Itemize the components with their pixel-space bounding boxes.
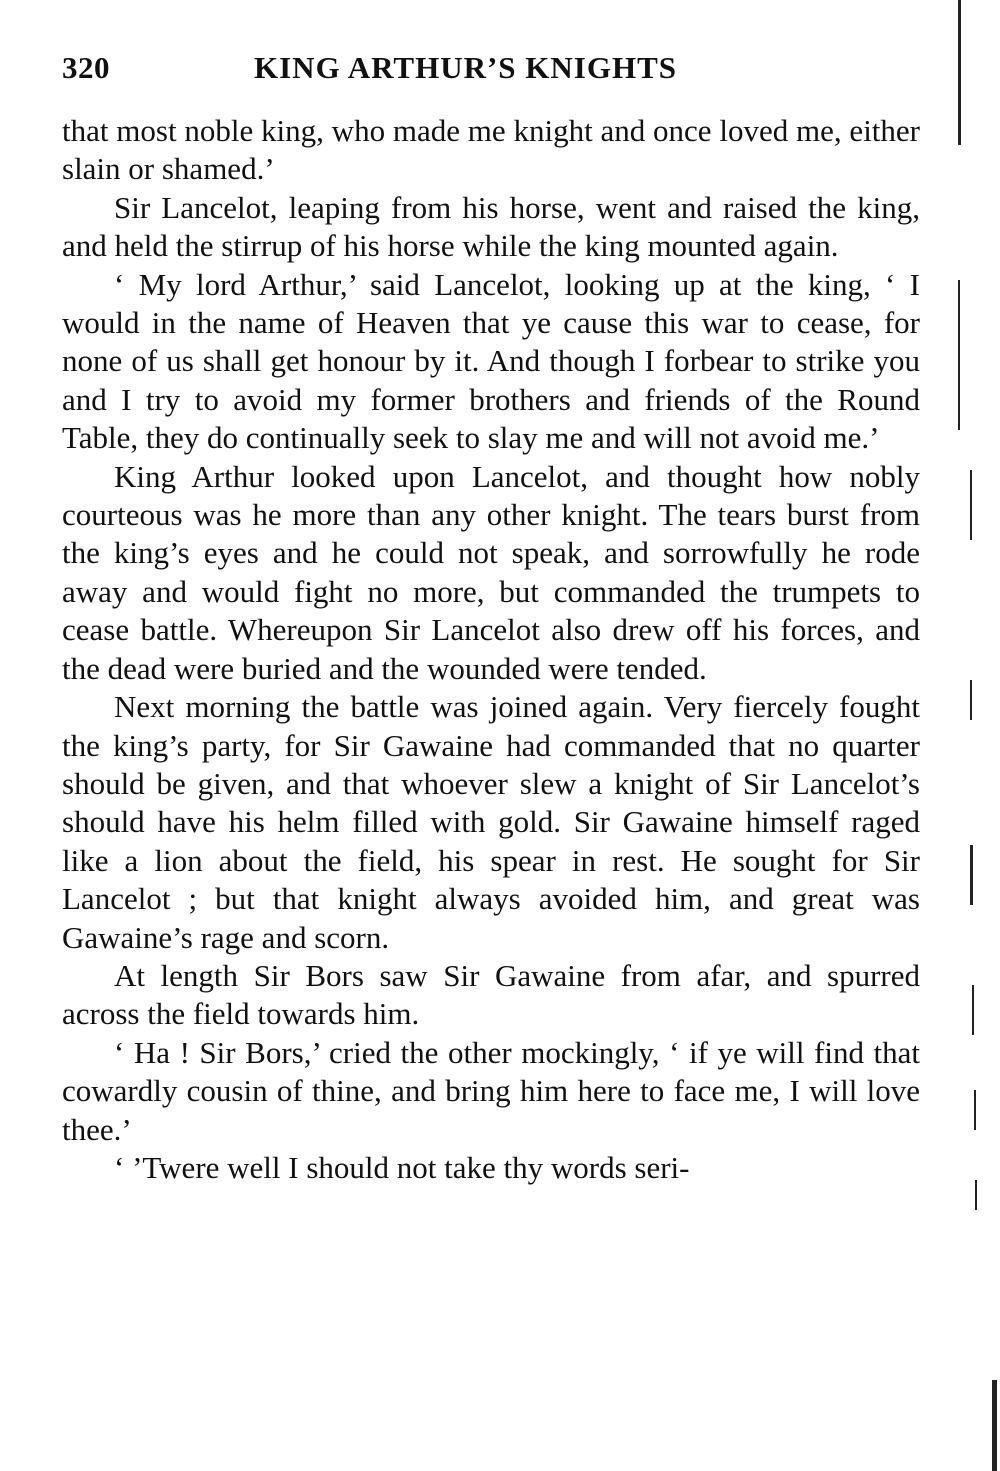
page-number: 320	[62, 50, 110, 85]
paragraph: At length Sir Bors saw Sir Gawaine from afar, and spurred across the field towards him.	[62, 957, 920, 1032]
scan-edge-mark	[992, 1380, 997, 1471]
paragraph: ‘ ’Twere well I should not take thy words seri-	[114, 1149, 690, 1185]
paragraph: Next morning the battle was joined again. Very fiercely fought the king’s party, for Sir Gawaine had commanded that no quarter should be given, and that whoever slew a knight of Sir Lancelot’s should have his helm filled with gold. Sir Gawaine himself raged like a lion about the field, his spear in rest. He sought for Sir Lancelot ; but that knight always avoided him, and great was Gawaine’s rage and scorn.	[62, 689, 920, 955]
scan-edge-mark	[970, 680, 972, 720]
page-header	[62, 50, 922, 94]
paragraph: ‘ My lord Arthur,’ said Lancelot, looking up at the king, ‘ I would in the name of Heaven that ye cause this war to cease, for none of us shall get honour by it. And though I forbear to strike you and I try to avoid my former brothers and friends of the Round Table, they do continually seek to slay me and will not avoid me.’	[62, 266, 920, 456]
scan-edge-mark	[970, 845, 973, 905]
scan-edge-mark	[958, 280, 960, 430]
running-head: KING ARTHUR’S KNIGHTS	[254, 50, 677, 85]
scan-edge-mark	[970, 470, 972, 540]
scan-edge-mark	[972, 985, 974, 1035]
paragraph: Sir Lancelot, leaping from his horse, went and raised the king, and held the stirrup of his horse while the king mounted again.	[62, 189, 920, 264]
scan-edge-mark	[974, 1090, 976, 1130]
paragraph: King Arthur looked upon Lancelot, and thought how nobly courteous was he more than any other knight. The tears burst from the king’s eyes and he could not speak, and sorrowfully he rode away and would fight no more, but commanded the trumpets to cease battle. Whereupon Sir Lancelot also drew off his forces, and the dead were buried and the wounded were tended.	[62, 458, 920, 686]
scan-edge-mark	[975, 1180, 977, 1210]
body-text	[62, 112, 920, 1187]
scan-edge-mark	[958, 0, 961, 145]
paragraph-continued: that most noble king, who made me knight and once loved me, either slain or shamed.’	[62, 113, 920, 187]
paragraph: ‘ Ha ! Sir Bors,’ cried the other mockingly, ‘ if ye will find that cowardly cousin of thine, and bring him here to face me, I will love thee.’	[62, 1034, 920, 1147]
